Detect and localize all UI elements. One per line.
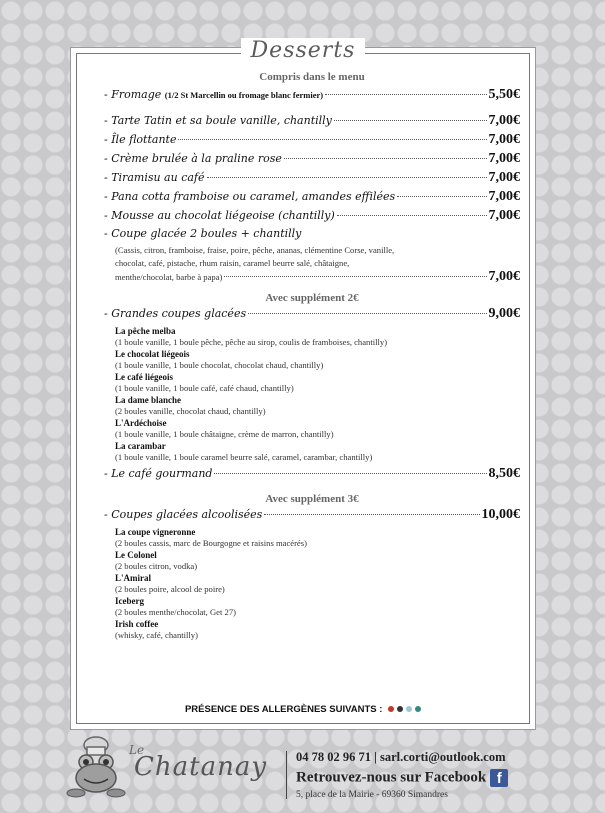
sub-item	[104, 326, 520, 348]
item-price: 10,00€	[481, 507, 520, 522]
footer-divider	[286, 751, 287, 799]
allergen-dot	[406, 706, 412, 712]
sub-item	[104, 619, 520, 641]
sub-item	[104, 441, 520, 463]
sub-item	[104, 550, 520, 572]
menu-item	[104, 113, 520, 132]
footer	[0, 735, 605, 813]
item-fromage	[104, 87, 520, 106]
sub-item-desc: (2 boules vanille, chocolat chaud, chantilly)	[115, 406, 266, 416]
alcool-list	[104, 527, 520, 641]
sub-item-name: Irish coffee	[115, 619, 159, 629]
logo-le: Le	[129, 743, 145, 757]
item-price: 8,50€	[488, 466, 520, 481]
sub-item	[104, 596, 520, 618]
item-price: 7,00€	[488, 151, 520, 166]
allergen-dot	[388, 706, 394, 712]
sub-item-name: La carambar	[115, 441, 166, 451]
item-label: - Fromage	[104, 88, 162, 101]
sub-item-name: La dame blanche	[115, 395, 182, 405]
menu-item	[104, 151, 520, 170]
allergen-dot	[415, 706, 421, 712]
item-price: 7,00€	[488, 269, 520, 284]
sub-item-desc: (1 boule vanille, 1 boule chocolat, chocolat chaud, chantilly)	[115, 360, 324, 370]
sub-item	[104, 395, 520, 417]
address: 5, place de la Mairie - 69360 Simandres	[296, 790, 448, 800]
section-included: Compris dans le menu	[259, 71, 365, 83]
frog-chef-icon	[62, 735, 126, 801]
desc-line: (Cassis, citron, framboise, fraise, poire, pêche, ananas, clémentine Corse, vanille,	[115, 245, 395, 255]
allergen-text: PRÉSENCE DES ALLERGÈNES SUIVANTS :	[184, 704, 383, 715]
contact-block	[296, 750, 508, 800]
allergen-line	[77, 704, 529, 715]
item-price: 5,50€	[488, 87, 520, 102]
item-price: 7,00€	[488, 208, 520, 223]
sub-item-desc: (1 boule vanille, 1 boule caramel beurre salé, caramel, carambar, chantilly)	[115, 452, 373, 462]
item-alcool	[104, 507, 520, 526]
item-label: - Coupe glacée 2 boules + chantilly	[104, 227, 302, 240]
item-grandes	[104, 306, 520, 325]
allergen-dots	[385, 704, 421, 715]
items-7-list	[104, 113, 520, 227]
sub-item-desc: (1 boule vanille, 1 boule pêche, pêche au sirop, coulis de framboises, chantilly)	[115, 337, 388, 347]
sub-item-desc: (1 boule vanille, 1 boule café, café chaud, chantilly)	[115, 383, 294, 393]
menu-item	[104, 170, 520, 189]
section-supp2: Avec supplément 2€	[265, 292, 359, 304]
sub-item-desc: (2 boules poire, alcool de poire)	[115, 584, 225, 594]
sub-item-name: Le Colonel	[115, 550, 157, 560]
menu-content	[104, 71, 520, 641]
grandes-list	[104, 326, 520, 463]
contact-phone-email: 04 78 02 96 71 | sarl.corti@outlook.com	[296, 750, 506, 764]
item-sub: (1/2 St Marcellin ou fromage blanc fermier)	[164, 90, 324, 100]
item-price: 7,00€	[488, 170, 520, 185]
sub-item-name: La coupe vigneronne	[115, 527, 196, 537]
facebook-text: Retrouvez-nous sur Facebook	[296, 769, 487, 786]
facebook-line	[296, 769, 508, 787]
sub-item-desc: (1 boule vanille, 1 boule châtaigne, crème de marron, chantilly)	[115, 429, 334, 439]
sub-item-name: Iceberg	[115, 596, 144, 606]
sub-item	[104, 349, 520, 371]
facebook-icon[interactable]: f	[490, 769, 508, 787]
logo	[62, 735, 282, 805]
sub-item-name: L'Amiral	[115, 573, 151, 583]
item-label: - Mousse au chocolat liégeoise (chantilly)	[104, 209, 335, 222]
item-label: - Île flottante	[104, 133, 177, 146]
item-price: 7,00€	[488, 189, 520, 204]
item-label: - Tiramisu au café	[104, 171, 205, 184]
sub-item	[104, 527, 520, 549]
sub-item-name: Le café liégeois	[115, 372, 173, 382]
section-supp3: Avec supplément 3€	[265, 493, 359, 505]
item-label: - Coupes glacées alcoolisées	[104, 508, 263, 521]
sub-item	[104, 418, 520, 440]
item-label: - Tarte Tatin et sa boule vanille, chantilly	[104, 114, 332, 127]
sub-item-desc: (2 boules menthe/chocolat, Get 27)	[115, 607, 236, 617]
item-label: - Grandes coupes glacées	[104, 307, 247, 320]
coupe-desc	[104, 244, 520, 284]
sub-item-desc: (whisky, café, chantilly)	[115, 630, 198, 640]
menu-card	[70, 38, 536, 730]
sub-item-name: L'Ardéchoise	[115, 418, 167, 428]
menu-item	[104, 132, 520, 151]
item-price: 9,00€	[488, 306, 520, 321]
item-label: - Crème brulée à la praline rose	[104, 152, 282, 165]
sub-item-desc: (2 boules cassis, marc de Bourgogne et raisins macérés)	[115, 538, 307, 548]
sub-item-name: La pêche melba	[115, 326, 176, 336]
item-price: 7,00€	[488, 132, 520, 147]
item-cafe-gourmand	[104, 466, 520, 485]
desc-line: chocolat, café, pistache, rhum raisin, caramel beurre salé, châtaigne,	[115, 258, 350, 268]
sub-item	[104, 372, 520, 394]
logo-name: Chatanay	[134, 752, 268, 782]
menu-item	[104, 208, 520, 227]
item-label: - Pana cotta framboise ou caramel, amandes effilées	[104, 190, 396, 203]
menu-title: Desserts	[241, 38, 366, 63]
item-label: - Le café gourmand	[104, 467, 213, 480]
sub-item-name: Le chocolat liégeois	[115, 349, 190, 359]
item-price: 7,00€	[488, 113, 520, 128]
menu-item	[104, 189, 520, 208]
menu-frame	[76, 38, 530, 724]
sub-item-desc: (2 boules citron, vodka)	[115, 561, 198, 571]
sub-item	[104, 573, 520, 595]
allergen-dot	[397, 706, 403, 712]
desc-line: menthe/chocolat, barbe à papa)	[115, 272, 223, 282]
